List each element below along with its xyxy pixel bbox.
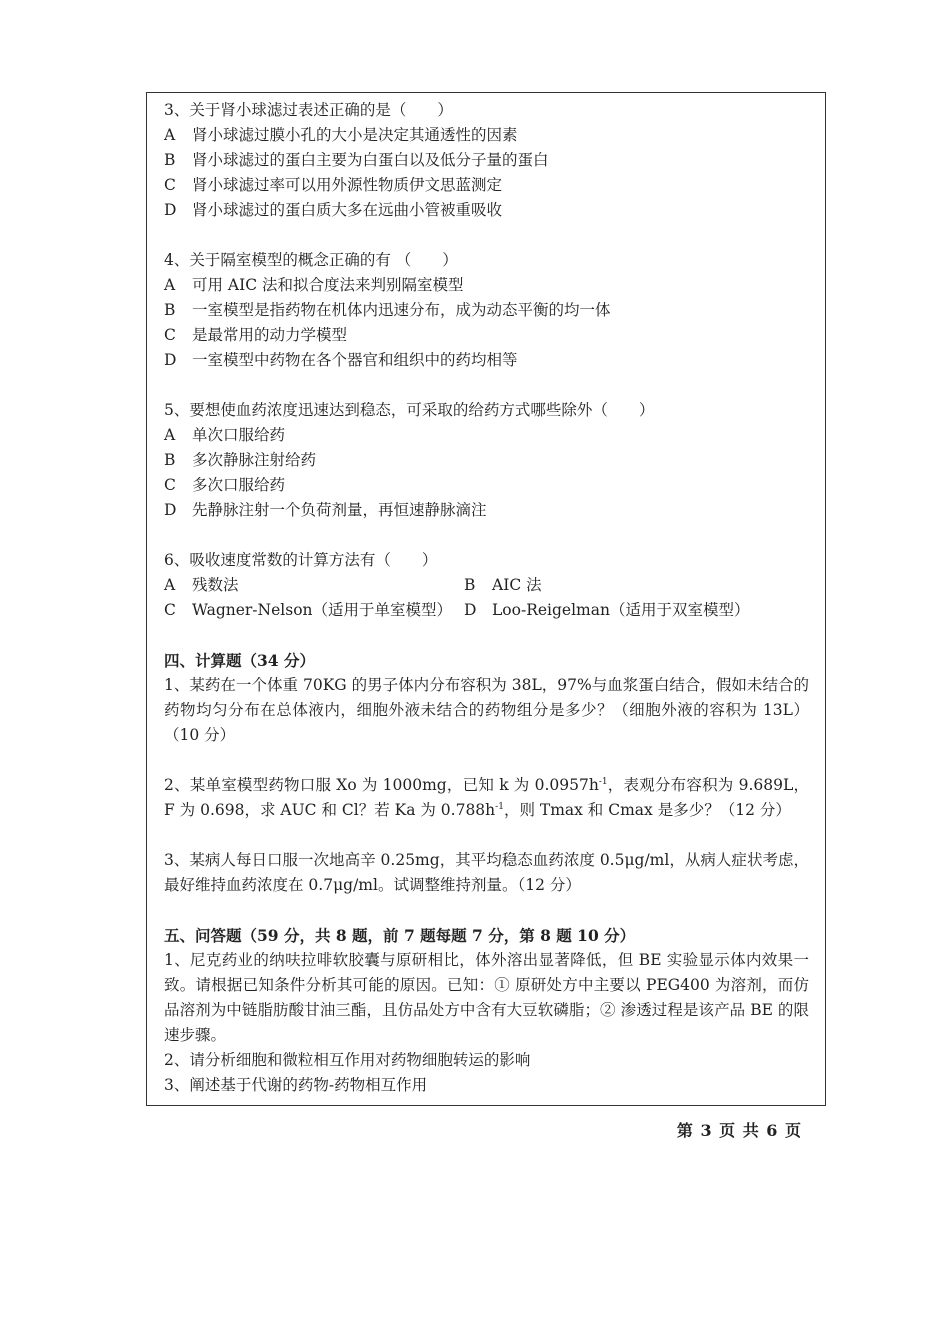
q3-option-a: A 肾小球滤过膜小孔的大小是决定其通透性的因素 [164,126,518,144]
q5-option-a: A 单次口服给药 [164,426,286,444]
q4-option-a: A 可用 AIC 法和拟合度法来判别隔室模型 [164,276,464,294]
section5-q1: 1、尼克药业的纳呋拉啡软胶囊与原研相比，体外溶出显著降低，但 BE 实验显示体内效果一致。请根据已知条件分析其可能的原因。已知：① 原研处方中主要以 PEG400 为溶剂，而仿品溶剂为中链脂肪酸甘油三酯，且仿品处方中含有大豆软磷脂；② 渗透过程是该产品 BE 的限速步骤。 [164,951,809,1044]
q3-stem: 3、关于肾小球滤过表述正确的是（ ） [164,101,453,119]
q6-row-cd: C Wagner-Nelson（适用于单室模型） D Loo-Reigelman（适用于双室模型） [164,601,750,619]
q4-option-d: D 一室模型中药物在各个器官和组织中的药均相等 [164,351,518,369]
q4-stem: 4、关于隔室模型的概念正确的有 （ ） [164,251,458,269]
exam-content [164,98,809,1098]
q3-option-d: D 肾小球滤过的蛋白质大多在远曲小管被重吸收 [164,201,503,219]
q6-stem: 6、吸收速度常数的计算方法有（ ） [164,551,438,569]
section4-q2: 2、某单室模型药物口服 Xo 为 1000mg，已知 k 为 $0.0957h^{-1}$，表观分布容积为 9.689L，F 为 0.698，求 AUC 和 Cl？若 Ka 为 $0.788h^{-1}$，则 Tmax 和 Cmax 是多少？（12 分） [164,776,809,819]
q6-row-ab: A 残数法 B AIC 法 [164,576,542,594]
q5-stem: 5、要想使血药浓度迅速达到稳态，可采取的给药方式哪些除外（ ） [164,401,655,419]
section4-q3: 3、某病人每日口服一次地高辛 0.25mg，其平均稳态血药浓度 0.5μg/ml，从病人症状考虑，最好维持血药浓度在 0.7μg/ml。试调整维持剂量。（12 分） [164,851,809,894]
q5-option-c: C 多次口服给药 [164,476,286,494]
section5-q2: 2、请分析细胞和微粒相互作用对药物细胞转运的影响 [164,1051,531,1069]
q4-option-b: B 一室模型是指药物在机体内迅速分布，成为动态平衡的均一体 [164,301,611,319]
q3-option-c: C 肾小球滤过率可以用外源性物质伊文思蓝测定 [164,176,503,194]
q3-option-b: B 肾小球滤过的蛋白主要为白蛋白以及低分子量的蛋白 [164,151,549,169]
section4-q1: 1、某药在一个体重 70KG 的男子体内分布容积为 38L，97%与血浆蛋白结合，假如未结合的药物均匀分布在总体液内，细胞外液未结合的药物组分是多少？（细胞外液的容积为 13L）（10 分） [164,676,809,744]
q4-option-c: C 是最常用的动力学模型 [164,326,348,344]
page-number: 第 3 页 共 6 页 [676,1121,802,1140]
q5-option-b: B 多次静脉注射给药 [164,451,317,469]
section5-q3: 3、阐述基于代谢的药物-药物相互作用 [164,1076,428,1094]
q5-option-d: D 先静脉注射一个负荷剂量，再恒速静脉滴注 [164,501,487,519]
section4-title: 四、计算题（34 分） [164,651,315,670]
section5-title: 五、问答题（59 分，共 8 题，前 7 题每题 7 分，第 8 题 10 分） [164,926,636,945]
